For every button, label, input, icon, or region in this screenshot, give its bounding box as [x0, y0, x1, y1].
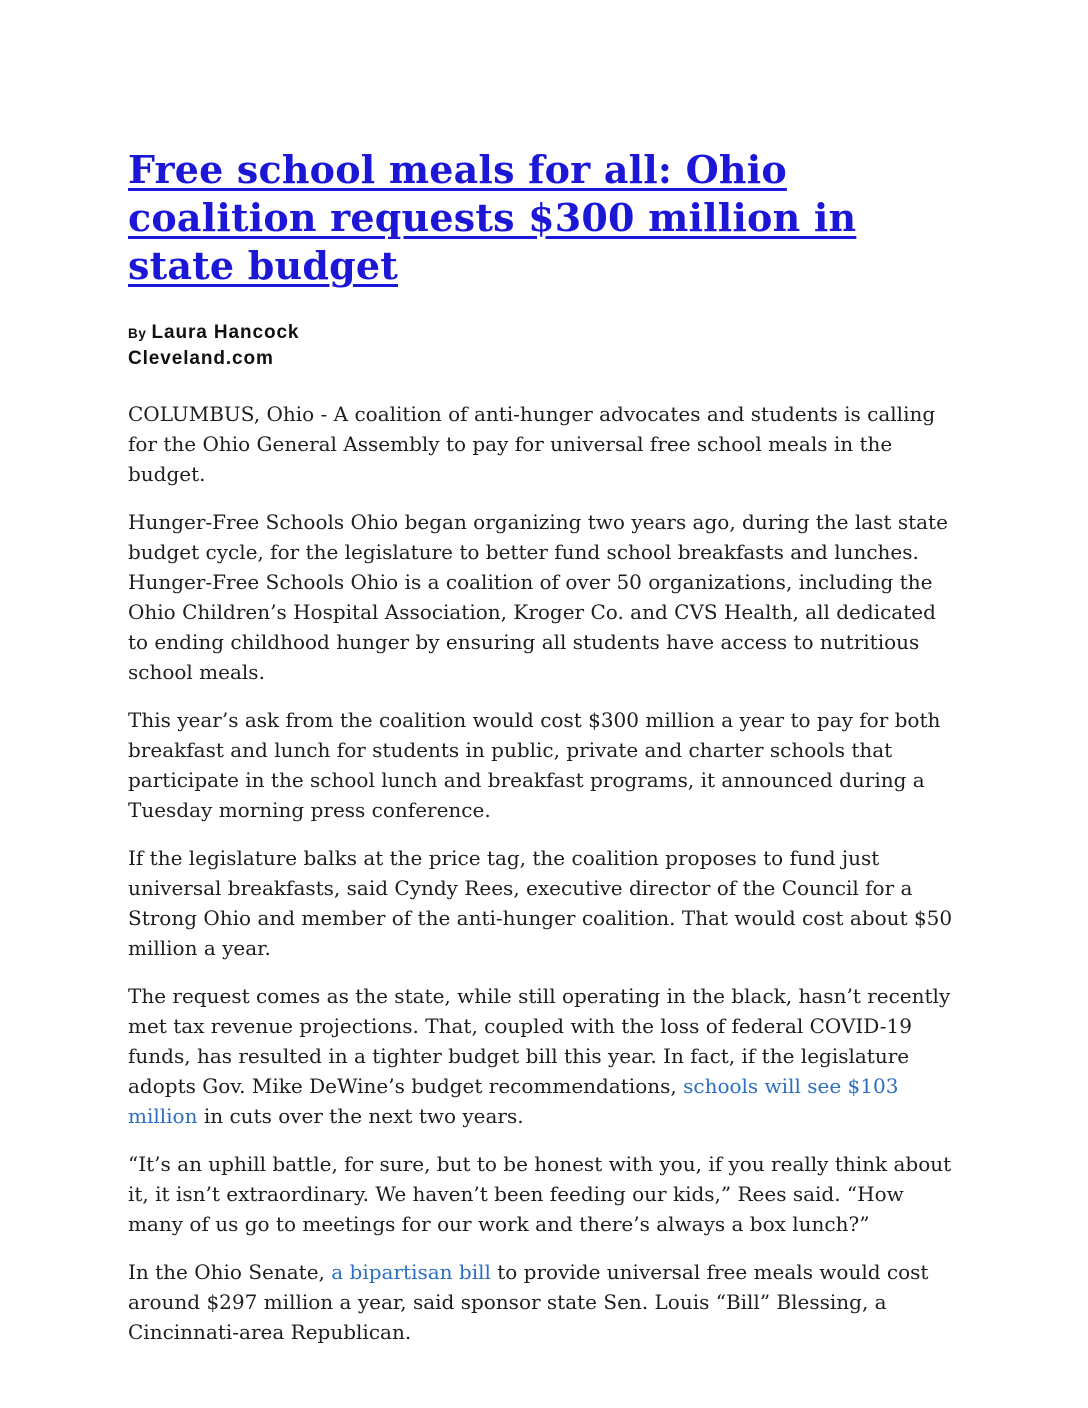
paragraph-2: Hunger-Free Schools Ohio began organizing two years ago, during the last state budget cycle, for the legislature to better fund school breakfasts and lunches. Hunger-Free Schools Ohio is a coalition of over 50 organizations, including the Ohio Children’s Hospital Association, Kroger Co. and CVS Health, all dedicated to ending childhood hunger by ensuring all students have access to nutritious school meals. — [128, 510, 948, 684]
paragraph-7-text-before-link: In the Ohio Senate, — [128, 1260, 332, 1284]
byline — [128, 320, 961, 371]
paragraph-6: “It’s an uphill battle, for sure, but to be honest with you, if you really think about it, it isn’t extraordinary. We haven’t been feeding our kids,” Rees said. “How many of us go to meetings for our work and there’s always a box lunch?” — [128, 1152, 952, 1236]
byline-author: Laura Hancock — [151, 322, 300, 343]
article-headline-link[interactable] — [128, 146, 961, 290]
paragraph-7-text-after-link: to provide universal free meals would cost around $297 million a year, said sponsor state Sen. Louis “Bill” Blessing, a Cincinnati-area Republican. — [128, 1260, 929, 1344]
paragraph-4: If the legislature balks at the price tag, the coalition proposes to fund just universal breakfasts, said Cyndy Rees, executive director of the Council for a Strong Ohio and member of the anti-hunger coalition. That would cost about $50 million a year. — [128, 846, 953, 960]
paragraph-3: This year’s ask from the coalition would cost $300 million a year to pay for both breakfast and lunch for students in public, private and charter schools that participate in the school lunch and breakfast programs, it announced during a Tuesday morning press conference. — [128, 708, 941, 822]
byline-author-row — [128, 320, 961, 346]
paragraph-1: COLUMBUS, Ohio - A coalition of anti-hunger advocates and students is calling for the Ohio General Assembly to pay for universal free school meals in the budget. — [128, 402, 936, 486]
paragraph-5 — [128, 981, 961, 1131]
headline-line-3: state budget — [128, 243, 398, 288]
paragraph-5-text-after-link: in cuts over the next two years. — [197, 1104, 524, 1128]
headline-line-2: coalition requests $300 million in — [128, 195, 857, 240]
paragraph-5-text-before-link: The request comes as the state, while still operating in the black, hasn’t recently met tax revenue projections. That, coupled with the loss of federal COVID-19 funds, has resulted in a tighter budget bill this year. In fact, if the legislature adopts Gov. Mike DeWine’s budget recommendations, — [128, 984, 951, 1098]
byline-prefix: By — [128, 326, 147, 341]
headline-line-1: Free school meals for all: Ohio — [128, 147, 787, 192]
link-schools-will-see-103-million[interactable]: schools will see $103 million — [128, 1074, 899, 1128]
link-a-bipartisan-bill[interactable]: a bipartisan bill — [331, 1260, 491, 1284]
byline-source: Cleveland.com — [128, 348, 274, 369]
article-headline — [128, 146, 961, 290]
paragraph-7 — [128, 1257, 961, 1347]
